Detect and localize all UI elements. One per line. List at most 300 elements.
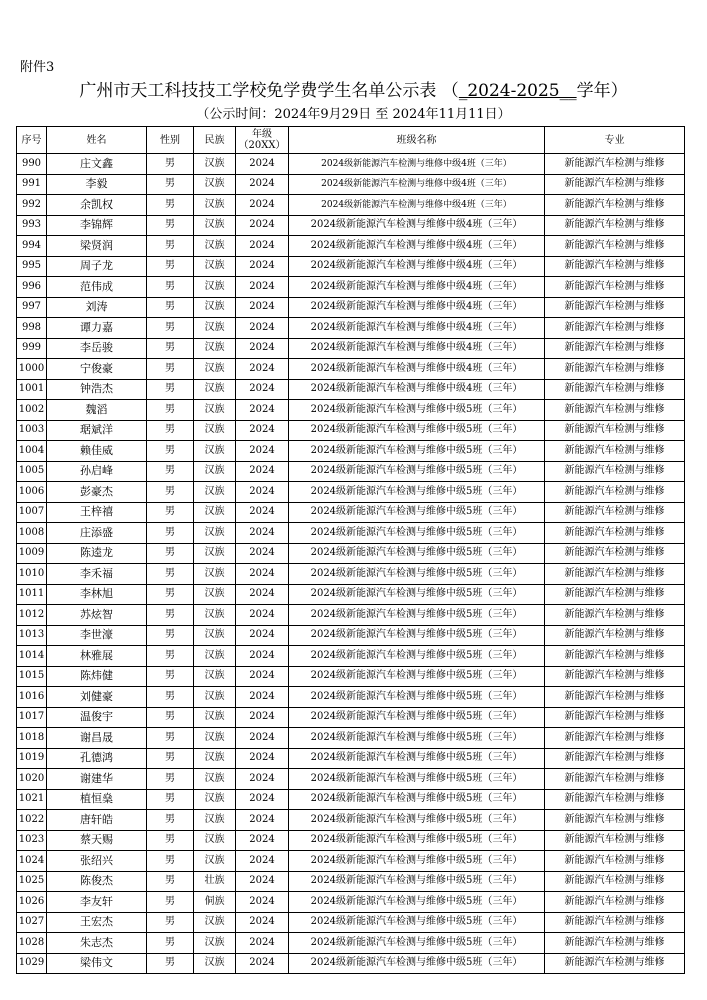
cell-ethnicity: 汉族 — [194, 687, 236, 708]
cell-major: 新能源汽车检测与维修 — [545, 195, 685, 216]
cell-major: 新能源汽车检测与维修 — [545, 953, 685, 974]
cell-no: 1005 — [17, 461, 47, 482]
cell-grade: 2024 — [236, 564, 289, 585]
cell-major: 新能源汽车检测与维修 — [545, 625, 685, 646]
cell-ethnicity: 汉族 — [194, 154, 236, 175]
cell-no: 1024 — [17, 851, 47, 872]
cell-name: 植恒燊 — [47, 789, 147, 810]
cell-ethnicity: 汉族 — [194, 502, 236, 523]
cell-major: 新能源汽车检测与维修 — [545, 256, 685, 277]
cell-ethnicity: 汉族 — [194, 420, 236, 441]
cell-no: 1020 — [17, 769, 47, 790]
cell-no: 1013 — [17, 625, 47, 646]
cell-gender: 男 — [147, 584, 194, 605]
cell-grade: 2024 — [236, 379, 289, 400]
cell-name: 朱志杰 — [47, 933, 147, 954]
cell-no: 1001 — [17, 379, 47, 400]
cell-name: 王梓禧 — [47, 502, 147, 523]
cell-major: 新能源汽车检测与维修 — [545, 584, 685, 605]
cell-no: 1015 — [17, 666, 47, 687]
cell-name: 蔡天赐 — [47, 830, 147, 851]
cell-gender: 男 — [147, 420, 194, 441]
cell-major: 新能源汽车检测与维修 — [545, 338, 685, 359]
cell-gender: 男 — [147, 215, 194, 236]
cell-ethnicity: 汉族 — [194, 236, 236, 257]
cell-major: 新能源汽车检测与维修 — [545, 441, 685, 462]
col-header-major: 专业 — [545, 127, 685, 154]
cell-major: 新能源汽车检测与维修 — [545, 892, 685, 913]
cell-ethnicity: 汉族 — [194, 769, 236, 790]
cell-no: 1000 — [17, 359, 47, 380]
table-row — [17, 953, 685, 974]
cell-class: 2024级新能源汽车检测与维修中级5班（三年） — [289, 953, 545, 974]
cell-class: 2024级新能源汽车检测与维修中级4班（三年） — [289, 256, 545, 277]
cell-no: 990 — [17, 154, 47, 175]
cell-class: 2024级新能源汽车检测与维修中级5班（三年） — [289, 687, 545, 708]
cell-gender: 男 — [147, 933, 194, 954]
cell-no: 1002 — [17, 400, 47, 421]
cell-class: 2024级新能源汽车检测与维修中级5班（三年） — [289, 523, 545, 544]
table-header-row — [17, 127, 685, 154]
table-row — [17, 543, 685, 564]
cell-no: 995 — [17, 256, 47, 277]
cell-gender: 男 — [147, 810, 194, 831]
cell-name: 李毅 — [47, 174, 147, 195]
cell-no: 1012 — [17, 605, 47, 626]
cell-gender: 男 — [147, 707, 194, 728]
cell-gender: 男 — [147, 728, 194, 749]
cell-no: 1028 — [17, 933, 47, 954]
cell-major: 新能源汽车检测与维修 — [545, 769, 685, 790]
table-row — [17, 400, 685, 421]
table-row — [17, 912, 685, 933]
table-row — [17, 359, 685, 380]
cell-ethnicity: 汉族 — [194, 277, 236, 298]
cell-ethnicity: 汉族 — [194, 810, 236, 831]
cell-gender: 男 — [147, 297, 194, 318]
cell-grade: 2024 — [236, 318, 289, 339]
cell-no: 1010 — [17, 564, 47, 585]
col-header-ethnicity: 民族 — [194, 127, 236, 154]
table-row — [17, 605, 685, 626]
cell-major: 新能源汽车检测与维修 — [545, 420, 685, 441]
table-row — [17, 810, 685, 831]
table-row — [17, 154, 685, 175]
cell-grade: 2024 — [236, 810, 289, 831]
cell-ethnicity: 汉族 — [194, 933, 236, 954]
col-header-name: 姓名 — [47, 127, 147, 154]
cell-grade: 2024 — [236, 687, 289, 708]
publicity-period: （公示时间：2024年9月29日 至 2024年11月11日） — [196, 107, 511, 122]
cell-gender: 男 — [147, 769, 194, 790]
cell-ethnicity: 汉族 — [194, 256, 236, 277]
cell-major: 新能源汽车检测与维修 — [545, 933, 685, 954]
cell-grade: 2024 — [236, 441, 289, 462]
cell-grade: 2024 — [236, 892, 289, 913]
table-row — [17, 195, 685, 216]
col-header-class: 班级名称 — [289, 127, 545, 154]
cell-class: 2024级新能源汽车检测与维修中级5班（三年） — [289, 420, 545, 441]
cell-class: 2024级新能源汽车检测与维修中级4班（三年） — [289, 379, 545, 400]
cell-ethnicity: 汉族 — [194, 605, 236, 626]
cell-major: 新能源汽车检测与维修 — [545, 707, 685, 728]
cell-major: 新能源汽车检测与维修 — [545, 461, 685, 482]
cell-class: 2024级新能源汽车检测与维修中级4班（三年） — [289, 277, 545, 298]
cell-no: 992 — [17, 195, 47, 216]
cell-major: 新能源汽车检测与维修 — [545, 789, 685, 810]
cell-ethnicity: 汉族 — [194, 789, 236, 810]
table-row — [17, 851, 685, 872]
cell-name: 谢建华 — [47, 769, 147, 790]
cell-class: 2024级新能源汽车检测与维修中级5班（三年） — [289, 400, 545, 421]
cell-class: 2024级新能源汽车检测与维修中级5班（三年） — [289, 482, 545, 503]
cell-ethnicity: 汉族 — [194, 564, 236, 585]
cell-gender: 男 — [147, 174, 194, 195]
cell-ethnicity: 汉族 — [194, 748, 236, 769]
cell-major: 新能源汽车检测与维修 — [545, 687, 685, 708]
cell-name: 陈俊杰 — [47, 871, 147, 892]
cell-class: 2024级新能源汽车检测与维修中级5班（三年） — [289, 892, 545, 913]
cell-gender: 男 — [147, 871, 194, 892]
cell-gender: 男 — [147, 318, 194, 339]
cell-gender: 男 — [147, 482, 194, 503]
cell-no: 996 — [17, 277, 47, 298]
table-row — [17, 625, 685, 646]
cell-class: 2024级新能源汽车检测与维修中级5班（三年） — [289, 707, 545, 728]
cell-class: 2024级新能源汽车检测与维修中级5班（三年） — [289, 728, 545, 749]
cell-ethnicity: 汉族 — [194, 707, 236, 728]
cell-class: 2024级新能源汽车检测与维修中级5班（三年） — [289, 830, 545, 851]
cell-class: 2024级新能源汽车检测与维修中级5班（三年） — [289, 584, 545, 605]
cell-grade: 2024 — [236, 502, 289, 523]
cell-grade: 2024 — [236, 400, 289, 421]
cell-major: 新能源汽车检测与维修 — [545, 810, 685, 831]
table-row — [17, 441, 685, 462]
cell-class: 2024级新能源汽车检测与维修中级4班（三年） — [289, 215, 545, 236]
cell-name: 李岳骏 — [47, 338, 147, 359]
cell-name: 梁伟文 — [47, 953, 147, 974]
cell-no: 1011 — [17, 584, 47, 605]
table-row — [17, 215, 685, 236]
cell-major: 新能源汽车检测与维修 — [545, 318, 685, 339]
cell-no: 1018 — [17, 728, 47, 749]
cell-major: 新能源汽车检测与维修 — [545, 871, 685, 892]
cell-gender: 男 — [147, 461, 194, 482]
cell-gender: 男 — [147, 256, 194, 277]
cell-grade: 2024 — [236, 728, 289, 749]
cell-class: 2024级新能源汽车检测与维修中级5班（三年） — [289, 605, 545, 626]
cell-class: 2024级新能源汽车检测与维修中级5班（三年） — [289, 441, 545, 462]
cell-name: 刘涛 — [47, 297, 147, 318]
cell-grade: 2024 — [236, 584, 289, 605]
cell-name: 苏炫智 — [47, 605, 147, 626]
table-row — [17, 687, 685, 708]
title-prefix: 广州市天工科技技工学校免学费学生名单公示表 （ — [79, 81, 459, 101]
cell-no: 1007 — [17, 502, 47, 523]
cell-gender: 男 — [147, 687, 194, 708]
cell-grade: 2024 — [236, 912, 289, 933]
cell-major: 新能源汽车检测与维修 — [545, 851, 685, 872]
cell-ethnicity: 汉族 — [194, 482, 236, 503]
cell-grade: 2024 — [236, 625, 289, 646]
cell-grade: 2024 — [236, 174, 289, 195]
cell-name: 彭豪杰 — [47, 482, 147, 503]
cell-major: 新能源汽车检测与维修 — [545, 379, 685, 400]
page-title — [0, 80, 707, 102]
cell-ethnicity: 汉族 — [194, 830, 236, 851]
cell-name: 王宏杰 — [47, 912, 147, 933]
cell-name: 李世濠 — [47, 625, 147, 646]
cell-no: 997 — [17, 297, 47, 318]
cell-ethnicity: 汉族 — [194, 195, 236, 216]
cell-gender: 男 — [147, 379, 194, 400]
cell-name: 李友轩 — [47, 892, 147, 913]
cell-major: 新能源汽车检测与维修 — [545, 748, 685, 769]
cell-ethnicity: 汉族 — [194, 666, 236, 687]
cell-no: 1026 — [17, 892, 47, 913]
cell-class: 2024级新能源汽车检测与维修中级5班（三年） — [289, 543, 545, 564]
cell-grade: 2024 — [236, 851, 289, 872]
cell-ethnicity: 汉族 — [194, 851, 236, 872]
cell-no: 1003 — [17, 420, 47, 441]
cell-class: 2024级新能源汽车检测与维修中级5班（三年） — [289, 912, 545, 933]
cell-no: 1025 — [17, 871, 47, 892]
cell-ethnicity: 汉族 — [194, 953, 236, 974]
table-row — [17, 236, 685, 257]
cell-class: 2024级新能源汽车检测与维修中级4班（三年） — [289, 195, 545, 216]
cell-ethnicity: 汉族 — [194, 215, 236, 236]
cell-grade: 2024 — [236, 748, 289, 769]
cell-major: 新能源汽车检测与维修 — [545, 359, 685, 380]
cell-gender: 男 — [147, 830, 194, 851]
grade-header-line2: （20XX） — [238, 140, 286, 151]
cell-class: 2024级新能源汽车检测与维修中级5班（三年） — [289, 625, 545, 646]
cell-class: 2024级新能源汽车检测与维修中级4班（三年） — [289, 359, 545, 380]
table-row — [17, 461, 685, 482]
cell-grade: 2024 — [236, 830, 289, 851]
cell-ethnicity: 汉族 — [194, 379, 236, 400]
cell-major: 新能源汽车检测与维修 — [545, 605, 685, 626]
cell-grade: 2024 — [236, 523, 289, 544]
cell-name: 温俊宇 — [47, 707, 147, 728]
cell-class: 2024级新能源汽车检测与维修中级5班（三年） — [289, 851, 545, 872]
table-row — [17, 707, 685, 728]
cell-gender: 男 — [147, 625, 194, 646]
cell-name: 刘健豪 — [47, 687, 147, 708]
cell-gender: 男 — [147, 154, 194, 175]
cell-class: 2024级新能源汽车检测与维修中级5班（三年） — [289, 564, 545, 585]
table-row — [17, 318, 685, 339]
table-row — [17, 584, 685, 605]
cell-gender: 男 — [147, 748, 194, 769]
cell-major: 新能源汽车检测与维修 — [545, 646, 685, 667]
cell-gender: 男 — [147, 646, 194, 667]
col-header-gender: 性别 — [147, 127, 194, 154]
cell-name: 魏滔 — [47, 400, 147, 421]
cell-grade: 2024 — [236, 338, 289, 359]
cell-name: 范伟成 — [47, 277, 147, 298]
cell-grade: 2024 — [236, 277, 289, 298]
cell-grade: 2024 — [236, 543, 289, 564]
cell-class: 2024级新能源汽车检测与维修中级5班（三年） — [289, 646, 545, 667]
cell-grade: 2024 — [236, 707, 289, 728]
cell-class: 2024级新能源汽车检测与维修中级5班（三年） — [289, 502, 545, 523]
cell-class: 2024级新能源汽车检测与维修中级5班（三年） — [289, 461, 545, 482]
cell-gender: 男 — [147, 400, 194, 421]
cell-ethnicity: 汉族 — [194, 646, 236, 667]
cell-grade: 2024 — [236, 953, 289, 974]
table-row — [17, 933, 685, 954]
cell-no: 1004 — [17, 441, 47, 462]
cell-grade: 2024 — [236, 482, 289, 503]
cell-class: 2024级新能源汽车检测与维修中级5班（三年） — [289, 810, 545, 831]
cell-no: 991 — [17, 174, 47, 195]
cell-grade: 2024 — [236, 420, 289, 441]
table-row — [17, 830, 685, 851]
cell-grade: 2024 — [236, 154, 289, 175]
table-row — [17, 277, 685, 298]
cell-name: 李禾福 — [47, 564, 147, 585]
cell-major: 新能源汽车检测与维修 — [545, 666, 685, 687]
cell-major: 新能源汽车检测与维修 — [545, 502, 685, 523]
cell-ethnicity: 汉族 — [194, 461, 236, 482]
cell-major: 新能源汽车检测与维修 — [545, 297, 685, 318]
cell-ethnicity: 汉族 — [194, 318, 236, 339]
cell-gender: 男 — [147, 543, 194, 564]
cell-name: 李锦辉 — [47, 215, 147, 236]
cell-gender: 男 — [147, 605, 194, 626]
cell-ethnicity: 汉族 — [194, 625, 236, 646]
cell-no: 1008 — [17, 523, 47, 544]
cell-no: 1023 — [17, 830, 47, 851]
cell-gender: 男 — [147, 892, 194, 913]
cell-no: 1022 — [17, 810, 47, 831]
cell-grade: 2024 — [236, 769, 289, 790]
cell-grade: 2024 — [236, 933, 289, 954]
cell-name: 林雅展 — [47, 646, 147, 667]
cell-gender: 男 — [147, 523, 194, 544]
cell-grade: 2024 — [236, 359, 289, 380]
cell-name: 余凯权 — [47, 195, 147, 216]
cell-grade: 2024 — [236, 605, 289, 626]
cell-gender: 男 — [147, 851, 194, 872]
cell-class: 2024级新能源汽车检测与维修中级5班（三年） — [289, 871, 545, 892]
cell-major: 新能源汽车检测与维修 — [545, 277, 685, 298]
table-row — [17, 892, 685, 913]
cell-name: 梁贤润 — [47, 236, 147, 257]
cell-no: 994 — [17, 236, 47, 257]
table-row — [17, 789, 685, 810]
cell-class: 2024级新能源汽车检测与维修中级5班（三年） — [289, 789, 545, 810]
cell-grade: 2024 — [236, 297, 289, 318]
cell-ethnicity: 汉族 — [194, 584, 236, 605]
cell-grade: 2024 — [236, 236, 289, 257]
cell-ethnicity: 汉族 — [194, 338, 236, 359]
table-row — [17, 174, 685, 195]
cell-major: 新能源汽车检测与维修 — [545, 215, 685, 236]
cell-name: 赖佳威 — [47, 441, 147, 462]
table-row — [17, 769, 685, 790]
cell-ethnicity: 汉族 — [194, 728, 236, 749]
cell-major: 新能源汽车检测与维修 — [545, 482, 685, 503]
table-row — [17, 646, 685, 667]
cell-name: 谢昌晟 — [47, 728, 147, 749]
cell-major: 新能源汽车检测与维修 — [545, 564, 685, 585]
table-row — [17, 564, 685, 585]
cell-class: 2024级新能源汽车检测与维修中级5班（三年） — [289, 748, 545, 769]
cell-name: 陈炜健 — [47, 666, 147, 687]
cell-major: 新能源汽车检测与维修 — [545, 830, 685, 851]
cell-grade: 2024 — [236, 666, 289, 687]
cell-ethnicity: 汉族 — [194, 359, 236, 380]
table-row — [17, 748, 685, 769]
cell-name: 钟浩杰 — [47, 379, 147, 400]
cell-no: 1016 — [17, 687, 47, 708]
cell-no: 1029 — [17, 953, 47, 974]
cell-no: 1009 — [17, 543, 47, 564]
cell-ethnicity: 侗族 — [194, 892, 236, 913]
cell-no: 1006 — [17, 482, 47, 503]
cell-ethnicity: 汉族 — [194, 523, 236, 544]
cell-no: 998 — [17, 318, 47, 339]
table-row — [17, 523, 685, 544]
cell-class: 2024级新能源汽车检测与维修中级4班（三年） — [289, 236, 545, 257]
cell-no: 999 — [17, 338, 47, 359]
cell-major: 新能源汽车检测与维修 — [545, 728, 685, 749]
cell-gender: 男 — [147, 502, 194, 523]
table-row — [17, 297, 685, 318]
cell-name: 李林旭 — [47, 584, 147, 605]
cell-ethnicity: 汉族 — [194, 174, 236, 195]
grade-header-line1: 年级 — [252, 129, 272, 140]
table-row — [17, 666, 685, 687]
cell-class: 2024级新能源汽车检测与维修中级4班（三年） — [289, 338, 545, 359]
cell-major: 新能源汽车检测与维修 — [545, 912, 685, 933]
table-row — [17, 728, 685, 749]
attachment-label: 附件3 — [20, 60, 55, 75]
title-year: _2024-2025__ — [458, 81, 577, 101]
cell-gender: 男 — [147, 236, 194, 257]
cell-gender: 男 — [147, 277, 194, 298]
table-row — [17, 502, 685, 523]
cell-name: 孙启峰 — [47, 461, 147, 482]
table-row — [17, 256, 685, 277]
cell-class: 2024级新能源汽车检测与维修中级4班（三年） — [289, 154, 545, 175]
col-header-no: 序号 — [17, 127, 47, 154]
cell-ethnicity: 壮族 — [194, 871, 236, 892]
cell-grade: 2024 — [236, 215, 289, 236]
cell-gender: 男 — [147, 789, 194, 810]
cell-gender: 男 — [147, 666, 194, 687]
cell-major: 新能源汽车检测与维修 — [545, 523, 685, 544]
cell-major: 新能源汽车检测与维修 — [545, 400, 685, 421]
cell-no: 1014 — [17, 646, 47, 667]
table-body — [17, 154, 685, 974]
cell-gender: 男 — [147, 338, 194, 359]
table-row — [17, 871, 685, 892]
cell-class: 2024级新能源汽车检测与维修中级5班（三年） — [289, 769, 545, 790]
cell-class: 2024级新能源汽车检测与维修中级4班（三年） — [289, 174, 545, 195]
cell-gender: 男 — [147, 953, 194, 974]
cell-name: 孔德鸿 — [47, 748, 147, 769]
cell-class: 2024级新能源汽车检测与维修中级5班（三年） — [289, 933, 545, 954]
cell-ethnicity: 汉族 — [194, 297, 236, 318]
table-row — [17, 379, 685, 400]
cell-name: 陈逵龙 — [47, 543, 147, 564]
cell-grade: 2024 — [236, 256, 289, 277]
cell-class: 2024级新能源汽车检测与维修中级4班（三年） — [289, 297, 545, 318]
cell-gender: 男 — [147, 564, 194, 585]
